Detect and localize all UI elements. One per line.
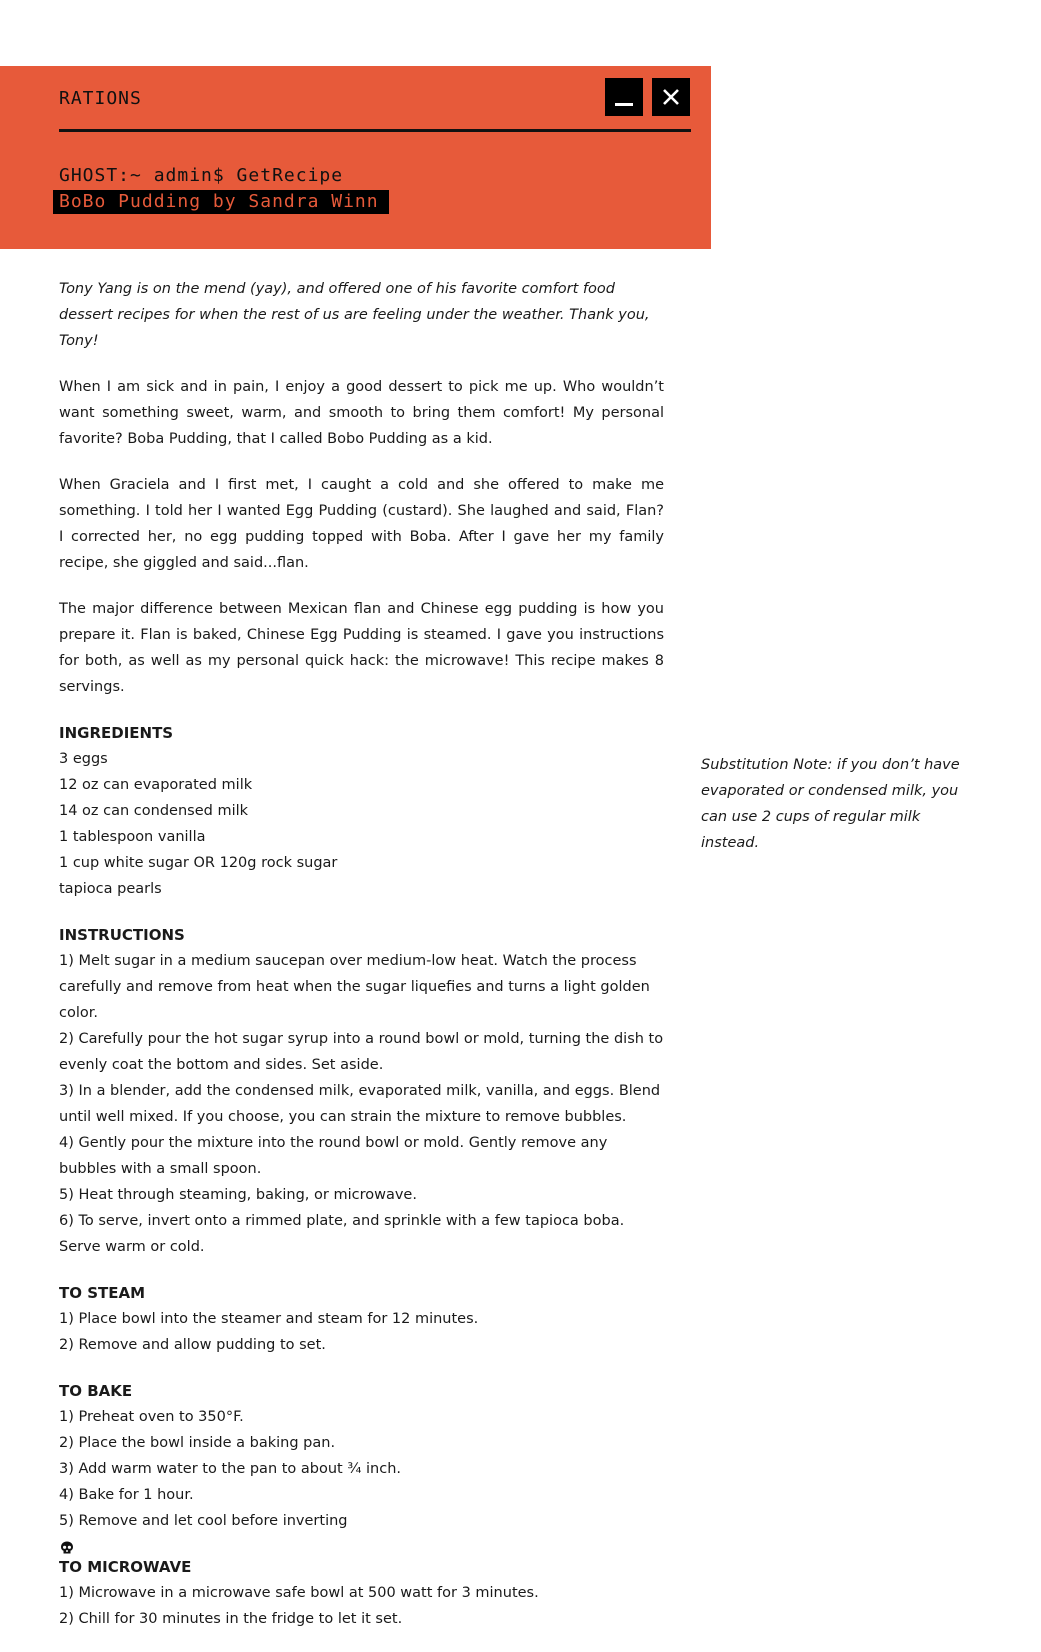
- ingredients-heading: INGREDIENTS: [59, 724, 174, 742]
- recipe-title: BoBo Pudding by Sandra Winn: [53, 190, 389, 214]
- bake-step: 1) Preheat oven to 350°F.: [59, 1409, 244, 1425]
- bake-section: [59, 1378, 664, 1534]
- recipe-window-header: [0, 66, 711, 249]
- instruction-step: 6) To serve, invert onto a rimmed plate, and sprinkle with a few tapioca boba. Serve warm or cold.: [59, 1213, 625, 1255]
- close-icon: [660, 86, 682, 108]
- substitution-note: Substitution Note: if you don’t have evaporated or condensed milk, you can use 2 cups of regular milk instead.: [701, 757, 960, 851]
- ingredient-item: 3 eggs: [59, 751, 108, 767]
- ingredient-item: 1 tablespoon vanilla: [59, 829, 206, 845]
- close-button[interactable]: [652, 78, 690, 116]
- microwave-heading: TO MICROWAVE: [59, 1558, 192, 1576]
- steam-section: [59, 1280, 664, 1358]
- window-title: RATIONS: [59, 88, 142, 109]
- story-paragraph: When I am sick and in pain, I enjoy a good dessert to pick me up. Who wouldn’t want something sweet, warm, and smooth to bring them comfort! My personal favorite? Boba Pudding, that I called Bobo Pudding as a kid.: [59, 379, 664, 447]
- steam-step: 2) Remove and allow pudding to set.: [59, 1337, 326, 1353]
- instruction-step: 3) In a blender, add the condensed milk, evaporated milk, vanilla, and eggs. Blend until well mixed. If you choose, you can strain the mixture to remove bubbles.: [59, 1083, 661, 1125]
- microwave-step: 1) Microwave in a microwave safe bowl at 500 watt for 3 minutes.: [59, 1585, 539, 1601]
- story-paragraph: The major difference between Mexican flan and Chinese egg pudding is how you prepare it. Flan is baked, Chinese Egg Pudding is steamed. I gave you instructions for both, as well as my personal quick hack: the microwave! This recipe makes 8 servings.: [59, 601, 664, 695]
- bake-step: 4) Bake for 1 hour.: [59, 1487, 194, 1503]
- intro-paragraph: Tony Yang is on the mend (yay), and offered one of his favorite comfort food dessert recipes for when the rest of us are feeling under the weather. Thank you, Tony!: [59, 281, 650, 349]
- skull-icon: [59, 1540, 75, 1556]
- command-prompt: GHOST:~ admin$ GetRecipe: [59, 165, 344, 186]
- instructions-heading: INSTRUCTIONS: [59, 926, 185, 944]
- steam-heading: TO STEAM: [59, 1284, 146, 1302]
- ingredient-item: 1 cup white sugar OR 120g rock sugar: [59, 855, 338, 871]
- bake-step: 5) Remove and let cool before inverting: [59, 1513, 348, 1529]
- ingredient-item: 14 oz can condensed milk: [59, 803, 249, 819]
- story-paragraph: When Graciela and I first met, I caught a cold and she offered to make me something. I told her I wanted Egg Pudding (custard). She laughed and said, Flan? I corrected her, no egg pudding topped with Boba. After I gave her my family recipe, she giggled and said...flan.: [59, 477, 664, 571]
- instruction-step: 2) Carefully pour the hot sugar syrup into a round bowl or mold, turning the dish to evenly coat the bottom and sides. Set aside.: [59, 1031, 664, 1073]
- bake-step: 2) Place the bowl inside a baking pan.: [59, 1435, 336, 1451]
- minimize-icon: [613, 86, 635, 108]
- instruction-step: 1) Melt sugar in a medium saucepan over medium-low heat. Watch the process carefully and remove from heat when the sugar liquefies and turns a light golden color.: [59, 953, 650, 1021]
- ingredient-item: tapioca pearls: [59, 881, 162, 897]
- bake-heading: TO BAKE: [59, 1382, 133, 1400]
- steam-step: 1) Place bowl into the steamer and steam for 12 minutes.: [59, 1311, 479, 1327]
- bake-step: 3) Add warm water to the pan to about ¾ inch.: [59, 1461, 402, 1477]
- instructions-section: [59, 922, 664, 1260]
- instruction-step: 4) Gently pour the mixture into the round bowl or mold. Gently remove any bubbles with a small spoon.: [59, 1135, 608, 1177]
- title-divider: [59, 129, 691, 132]
- microwave-section: [59, 1554, 664, 1632]
- minimize-button[interactable]: [605, 78, 643, 116]
- instruction-step: 5) Heat through steaming, baking, or microwave.: [59, 1187, 417, 1203]
- recipe-content: [59, 276, 664, 1652]
- ingredients-section: [59, 720, 664, 902]
- ingredient-item: 12 oz can evaporated milk: [59, 777, 253, 793]
- microwave-step: 2) Chill for 30 minutes in the fridge to let it set.: [59, 1611, 403, 1627]
